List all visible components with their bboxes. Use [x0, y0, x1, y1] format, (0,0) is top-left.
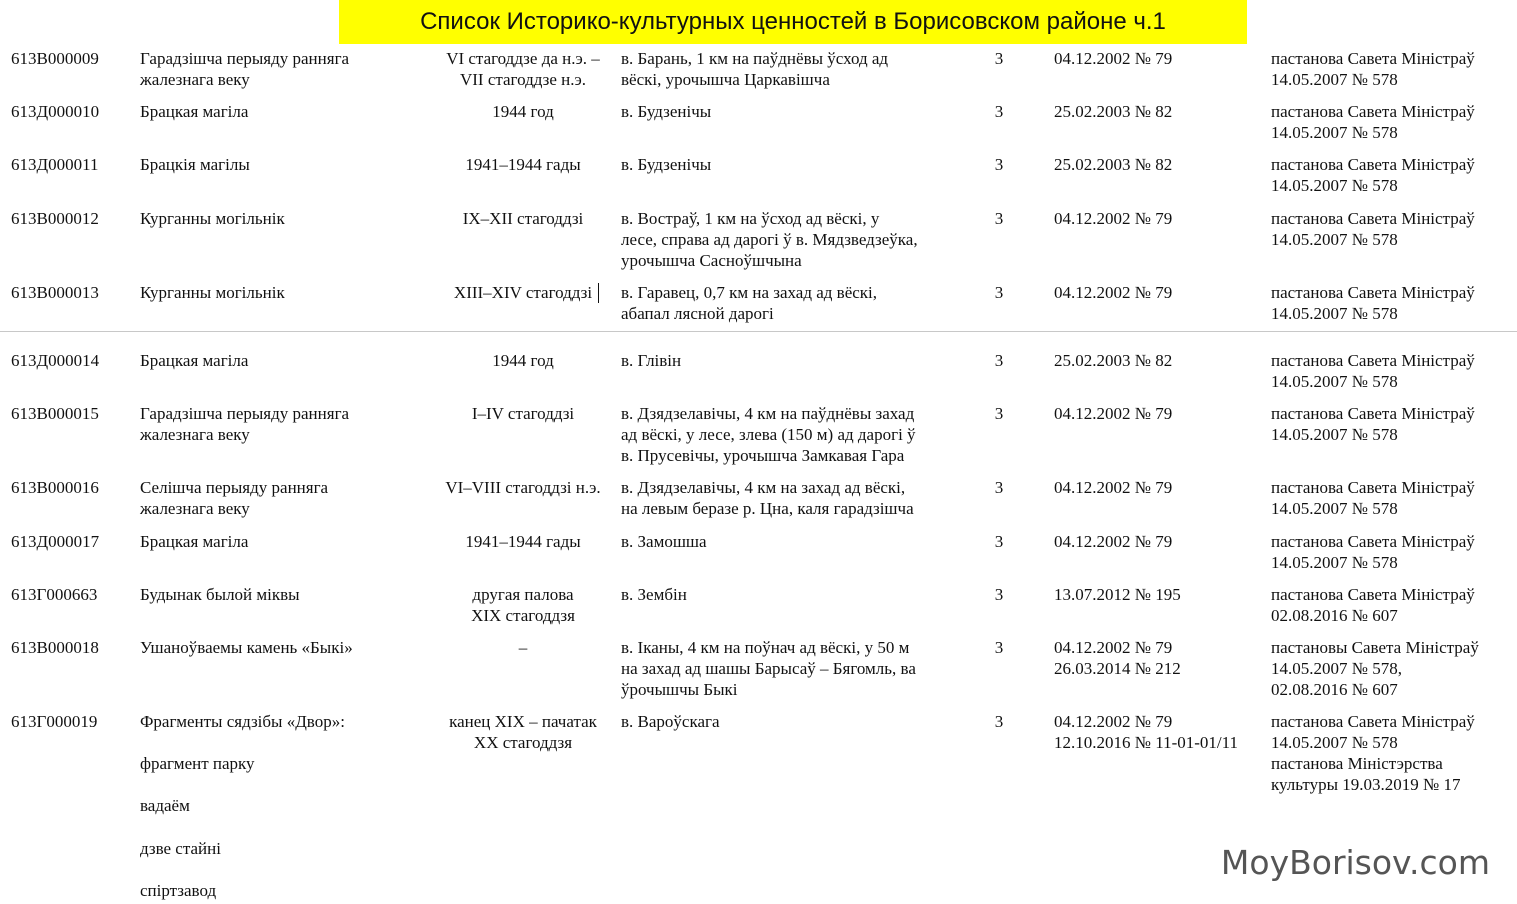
cell-decision: 04.12.2002 № 79: [1054, 209, 1173, 228]
cell-decision: 04.12.2002 № 79: [1054, 478, 1173, 497]
cell-name: Селішча перыяду ранняга жалезнага веку: [140, 478, 329, 518]
cell-place: в. Замошша: [621, 532, 707, 551]
cell-date: 1944 год: [492, 102, 554, 121]
cell-date: –: [518, 638, 528, 657]
sub-item: вадаём: [140, 796, 190, 815]
cell-decision: 04.12.2002 № 79: [1054, 404, 1173, 423]
cell-name: Курганны могільнік: [140, 283, 285, 302]
cell-date: 1941–1944 гады: [465, 532, 581, 551]
cell-decision: 25.02.2003 № 82: [1054, 155, 1173, 174]
cell-name: Брацкая магіла: [140, 351, 249, 370]
cell-category: 3: [994, 49, 1004, 68]
cell-code: 613Д000010: [11, 102, 100, 121]
cell-resolution: пастанова Савета Міністраў 14.05.2007 № 578: [1271, 155, 1475, 195]
cell-name: Фрагменты сядзібы «Двор»:: [140, 712, 345, 731]
cell-date: 1944 год: [492, 351, 554, 370]
cell-category: 3: [994, 102, 1004, 121]
cell-code: 613В000012: [11, 209, 99, 228]
cell-resolution: пастанова Савета Міністраў 14.05.2007 № 578: [1271, 532, 1475, 572]
cell-category: 3: [994, 404, 1004, 423]
cell-name: Гарадзішча перыяду ранняга жалезнага веку: [140, 49, 350, 89]
cell-name: Ушаноўваемы камень «Быкі»: [140, 638, 353, 657]
cell-decision: 04.12.2002 № 79: [1054, 49, 1173, 68]
cell-name: Брацкія магілы: [140, 155, 250, 174]
cell-date: VI–VIII стагоддзі н.э.: [445, 478, 601, 497]
cell-name: Гарадзішча перыяду ранняга жалезнага веку: [140, 404, 350, 444]
cell-category: 3: [994, 532, 1004, 551]
cell-resolution: пастанова Савета Міністраў 02.08.2016 № 607: [1271, 585, 1475, 625]
cell-code: 613Г000663: [11, 585, 98, 604]
cell-place: в. Дзядзелавічы, 4 км на паўднёвы захад ад вёскі, у лесе, злева (150 м) ад дарогі ў в. Прусевічы, урочышча Замкавая Гара: [621, 404, 916, 465]
cell-resolution: пастанова Савета Міністраў 14.05.2007 № 578: [1271, 351, 1475, 391]
cell-category: 3: [994, 209, 1004, 228]
cell-decision: 25.02.2003 № 82: [1054, 102, 1173, 121]
cell-date: 1941–1944 гады: [465, 155, 581, 174]
page-break-divider: [0, 331, 1517, 332]
cell-date: другая палова XIX стагоддзя: [471, 585, 575, 625]
cell-code: 613Д000014: [11, 351, 100, 370]
cell-category: 3: [994, 712, 1004, 731]
cell-place: в. Іканы, 4 км на поўнач ад вёскі, у 50 м на захад ад шашы Барысаў – Бягомль, ва ўрочышчы Быкі: [621, 638, 916, 699]
page-title-banner: [339, 0, 1247, 44]
cell-category: 3: [994, 478, 1004, 497]
cell-code: 613Г000019: [11, 712, 98, 731]
cell-date: XIII–XIV стагоддзі: [453, 283, 593, 302]
cell-code: 613Д000017: [11, 532, 100, 551]
cell-place: в. Гаравец, 0,7 км на захад ад вёскі, абапал лясной дарогі: [621, 283, 878, 323]
watermark: MoyBorisov.com: [1220, 843, 1490, 882]
cell-place: в. Зембін: [621, 585, 687, 604]
cell-decision: 13.07.2012 № 195: [1054, 585, 1181, 604]
sub-item: дзве стайні: [140, 839, 221, 858]
cell-decision: 04.12.2002 № 79 26.03.2014 № 212: [1054, 638, 1181, 678]
cell-decision: 04.12.2002 № 79: [1054, 532, 1173, 551]
cell-category: 3: [994, 585, 1004, 604]
cell-place: в. Будзенічы: [621, 102, 712, 121]
cell-name: Курганны могільнік: [140, 209, 285, 228]
cell-code: 613Д000011: [11, 155, 99, 174]
cell-category: 3: [994, 638, 1004, 657]
cell-place: в. Глівін: [621, 351, 682, 370]
cell-name: Брацкая магіла: [140, 532, 249, 551]
cell-date: VI стагоддзе да н.э. – VII стагоддзе н.э.: [446, 49, 600, 89]
cell-date: IX–XII стагоддзі: [462, 209, 584, 228]
cell-name: Брацкая магіла: [140, 102, 249, 121]
cell-date: I–IV стагоддзі: [471, 404, 575, 423]
cell-date: канец XIX – пачатак XX стагоддзя: [449, 712, 597, 752]
cell-place: в. Барань, 1 км на паўднёвы ўсход ад вёскі, урочышча Царкавішча: [621, 49, 889, 89]
sub-item: спіртзавод: [140, 881, 217, 900]
cell-resolution: пастанова Савета Міністраў 14.05.2007 № 578: [1271, 478, 1475, 518]
cell-resolution: пастанова Савета Міністраў 14.05.2007 № 578: [1271, 404, 1475, 444]
page-title: Список Историко-культурных ценностей в Борисовском районе ч.1: [420, 8, 1166, 35]
cell-category: 3: [994, 283, 1004, 302]
cell-code: 613В000018: [11, 638, 99, 657]
cell-code: 613В000016: [11, 478, 99, 497]
text-cursor: [598, 283, 599, 303]
cell-resolution: пастановы Савета Міністраў 14.05.2007 № 578, 02.08.2016 № 607: [1271, 638, 1479, 699]
cell-name: Будынак былой міквы: [140, 585, 300, 604]
cell-place: в. Вароўскага: [621, 712, 720, 731]
cell-code: 613В000013: [11, 283, 99, 302]
cell-decision: 04.12.2002 № 79: [1054, 283, 1173, 302]
cell-category: 3: [994, 155, 1004, 174]
cell-resolution: пастанова Савета Міністраў 14.05.2007 № 578 пастанова Міністэрства культуры 19.03.2019 № 17: [1271, 712, 1475, 794]
cell-resolution: пастанова Савета Міністраў 14.05.2007 № 578: [1271, 209, 1475, 249]
cell-place: в. Будзенічы: [621, 155, 712, 174]
cell-place: в. Дзядзелавічы, 4 км на захад ад вёскі, на левым беразе р. Цна, каля гарадзішча: [621, 478, 914, 518]
cell-place: в. Вострaў, 1 км на ўсход ад вёскі, у лесе, справа ад дарогі ў в. Мядзведзеўка, урочышча Сасноўшчына: [621, 209, 918, 270]
sub-item: фрагмент парку: [140, 754, 255, 773]
cell-decision: 04.12.2002 № 79 12.10.2016 № 11-01-01/11: [1054, 712, 1239, 752]
cell-category: 3: [994, 351, 1004, 370]
cell-resolution: пастанова Савета Міністраў 14.05.2007 № 578: [1271, 102, 1475, 142]
cell-code: 613В000015: [11, 404, 99, 423]
cell-decision: 25.02.2003 № 82: [1054, 351, 1173, 370]
cell-code: 613В000009: [11, 49, 99, 68]
cell-resolution: пастанова Савета Міністраў 14.05.2007 № 578: [1271, 49, 1475, 89]
cell-resolution: пастанова Савета Міністраў 14.05.2007 № 578: [1271, 283, 1475, 323]
